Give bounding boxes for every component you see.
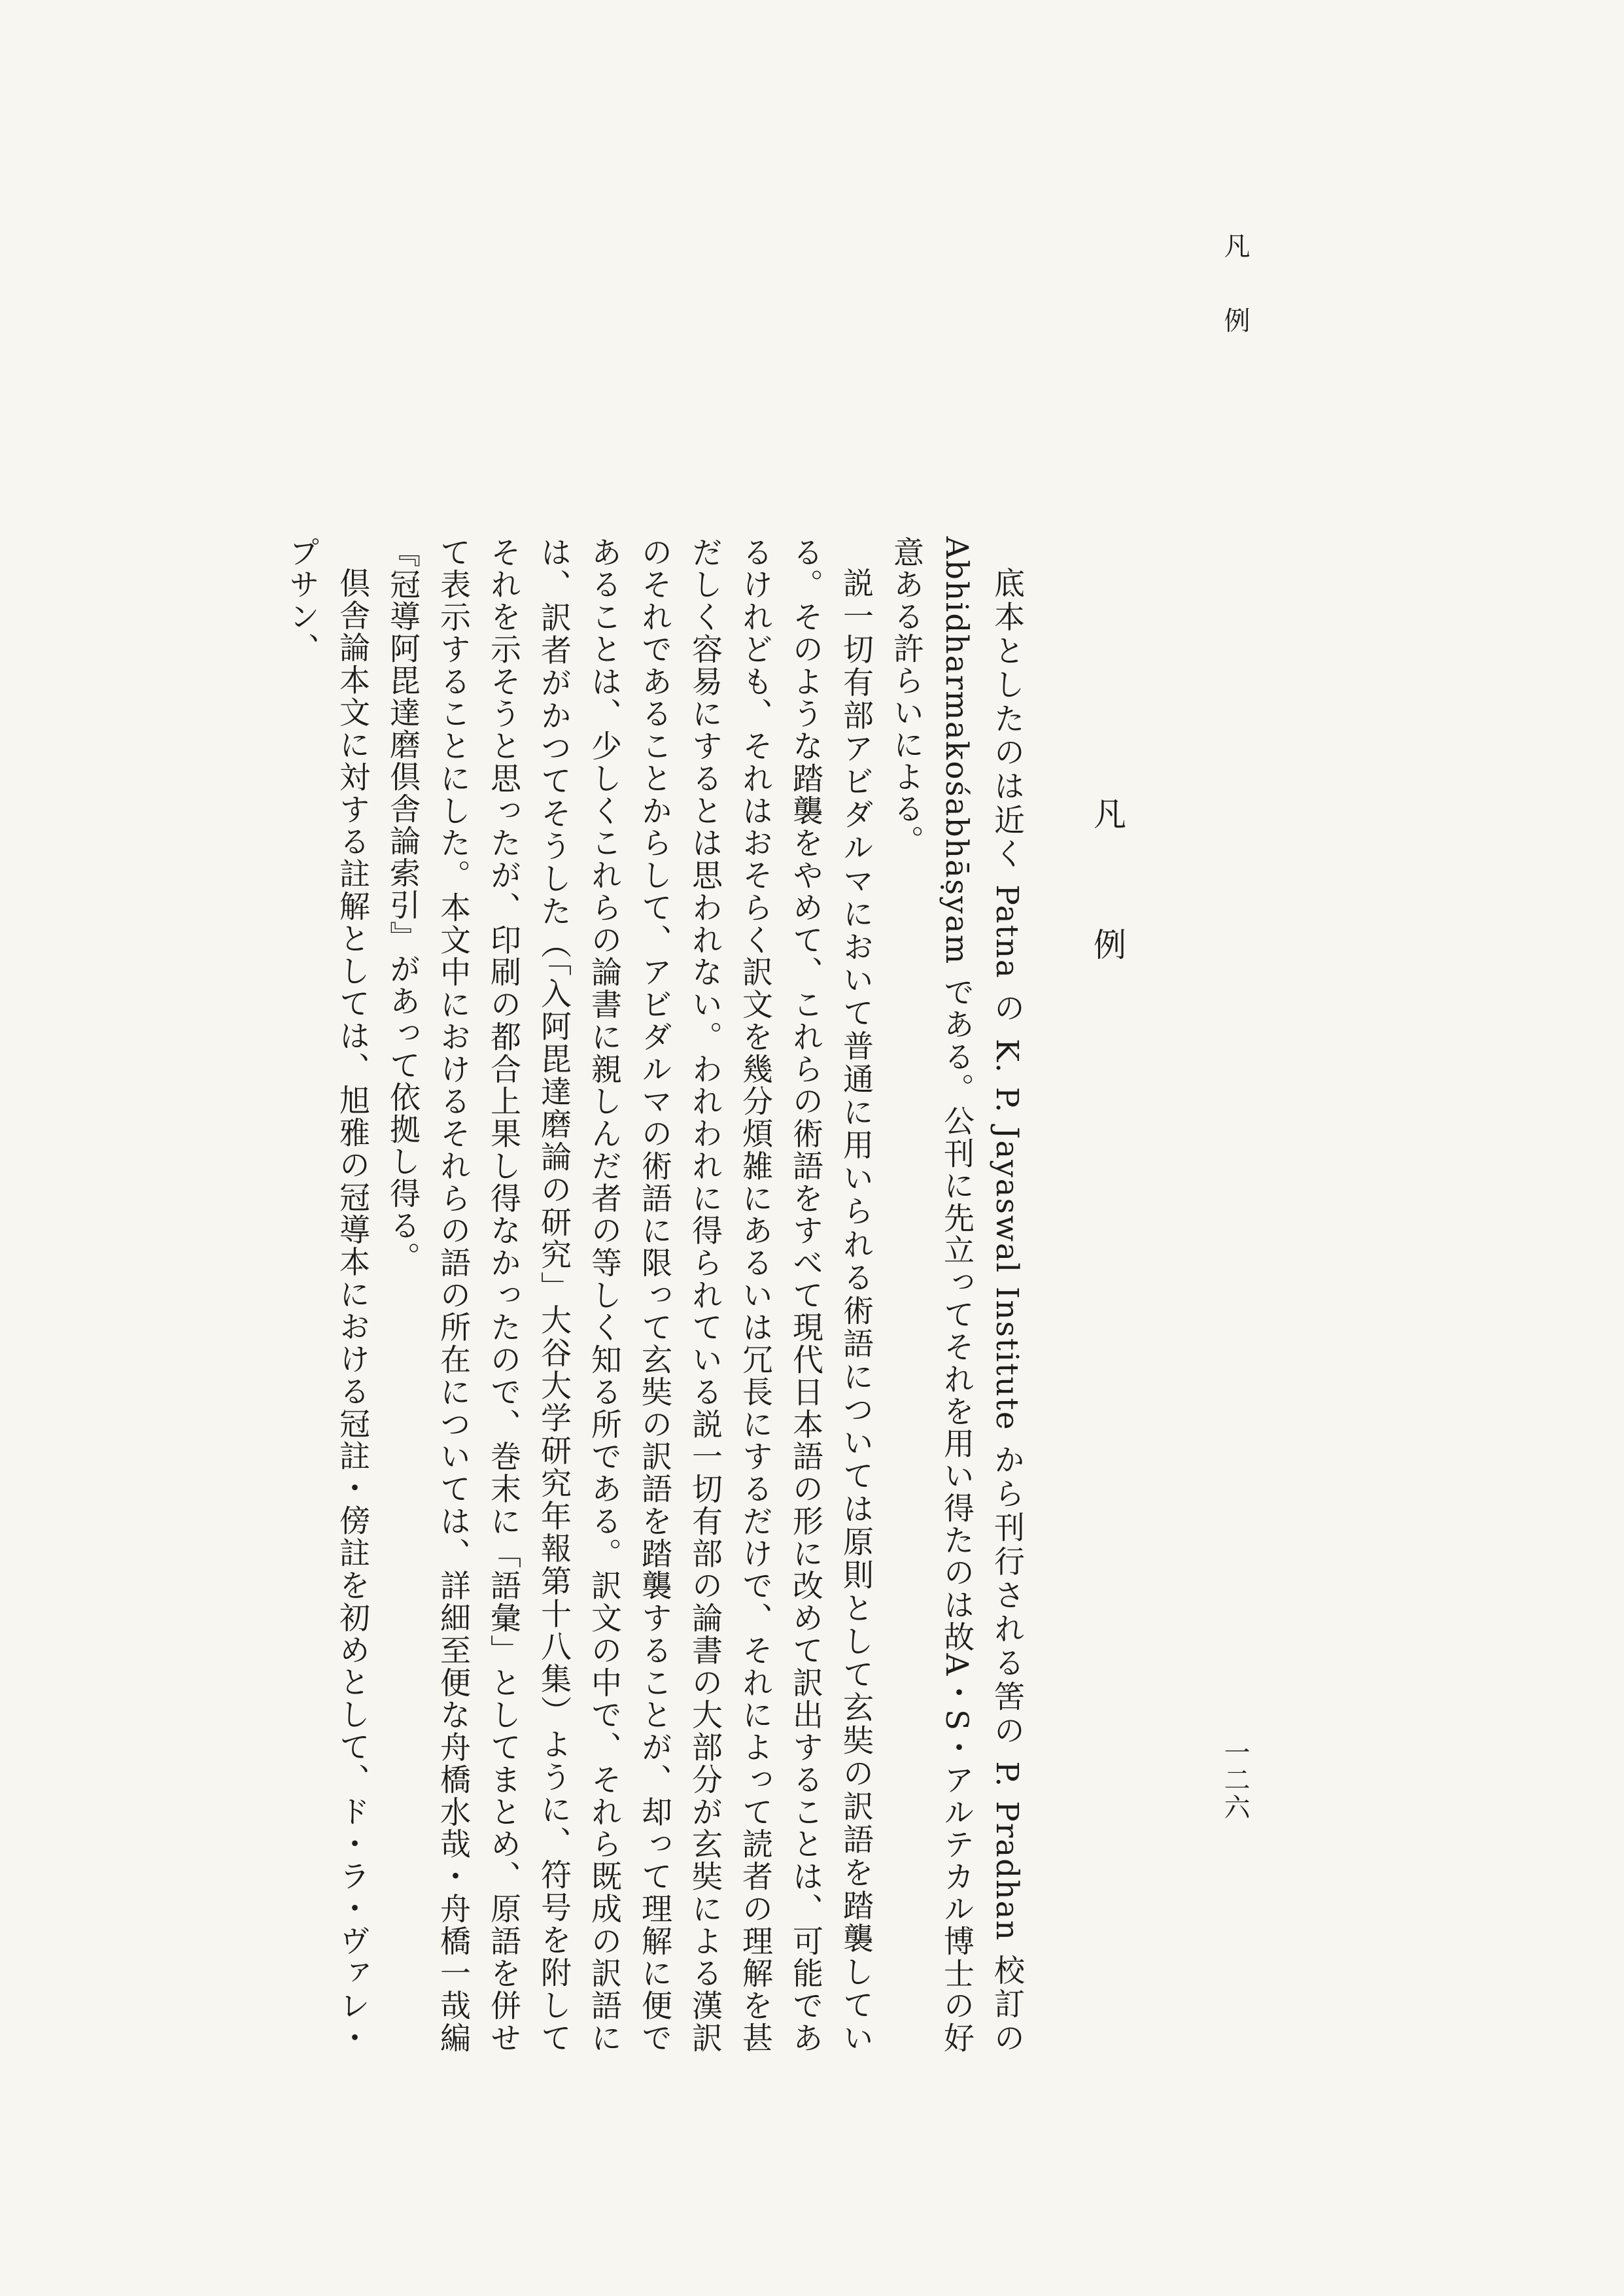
paragraph-terminology: 説一切有部アビダルマにおいて普通に用いられる術語については原則として玄奘の訳語を踏襲している。そのような踏襲をやめて、これらの術語をすべて現代日本語の形に改めて訳出することは、可能であるけれども、それはおそらく訳文を幾分煩雑にあるいは冗長にするだけで、それによって読者の理解を甚だしく容易にするとは思われない。われわれに得られている説一切有部の論書の大部分が玄奘による漢訳のそれであることからして、アビダルマの術語に限って玄奘の訳語を踏襲することが、却って理解に便であることは、少しくこれらの論書に親しんだ者の等しく知る所である。訳文の中で、それら既成の訳語には、訳者がかつてそうした（「入阿毘達磨論の研究」大谷大学研究年報第十八集）ように、符号を附してそれを示そうと思ったが、印刷の都合上果し得なかったので、巻末に「語彙」としてまとめ、原語を併せて表示することにした。本文中におけるそれらの語の所在については、詳細至便な舟橋水哉・舟橋一哉編『冠導阿毘達磨倶舎論索引』があって依拠し得る。: [385, 536, 874, 2054]
paragraph-source-text: 底本としたのは近く Patna の K. P. Jayaswal Institute から刊行される筈の P. Pradhan 校訂の Abhidharmakośabhāṣyam である。公刊に先立ってそれを用い得たのは故A・S・アルテカル博士の好意ある許らいによる。: [888, 536, 1025, 2054]
running-header-title: 凡例: [1220, 232, 1250, 381]
body-text: [260, 536, 1032, 2054]
page-number: 一二六: [1220, 1739, 1250, 1821]
section-title: 凡例: [1088, 797, 1126, 1058]
paragraph-commentaries: 倶舎論本文に対する註解としては、旭雅の冠導本における冠註・傍註を初めとして、ド・ラ・ヴァレ・プサン、: [284, 536, 370, 2054]
